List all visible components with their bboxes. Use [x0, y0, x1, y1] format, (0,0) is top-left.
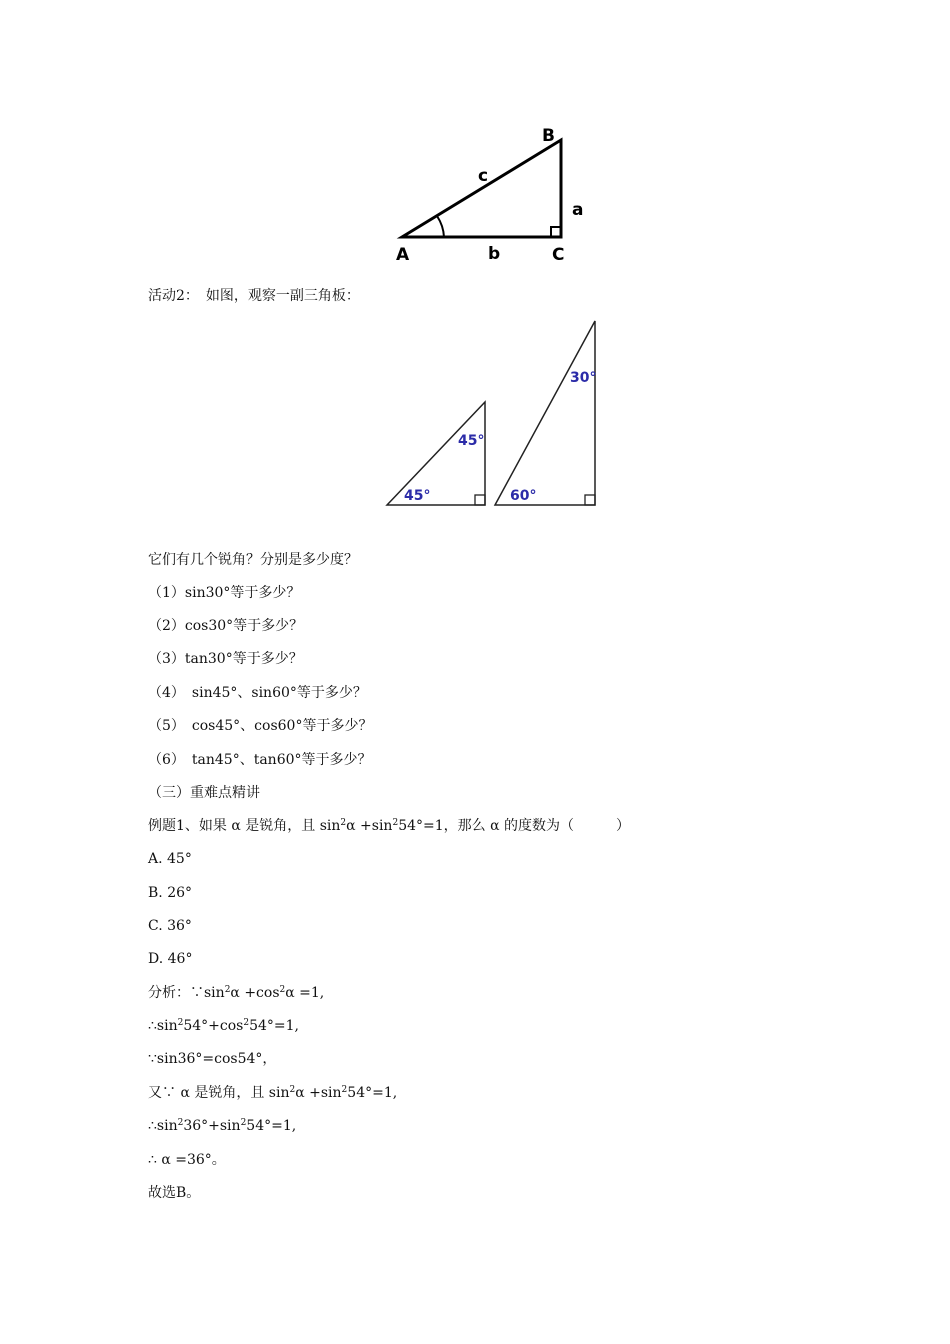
analysis-line-3: ∵sin36°=cos54°，	[148, 1051, 277, 1067]
vertex-c-label: C	[552, 245, 565, 265]
side-a-label: a	[572, 200, 584, 220]
question-2: （2）cos30°等于多少？	[148, 618, 304, 634]
right-triangle-figure	[392, 122, 592, 267]
activity-2-heading: 活动2： 如图，观察一副三角板：	[148, 288, 360, 304]
vertex-a-label: A	[396, 245, 410, 265]
answer-line: 故选B。	[148, 1185, 201, 1201]
option-c: C. 36°	[148, 918, 192, 934]
analysis-line-1: 分析：$\because\sin^2\alpha +\cos^2\alpha =1$,	[148, 985, 325, 1001]
analysis-line-2: $\therefore\sin^254^\circ+\cos^254^\circ=1$,	[148, 1018, 299, 1034]
triangle-30-60-90	[495, 321, 595, 505]
vertex-b-label: B	[542, 126, 555, 146]
right-angle-marker-30-60	[585, 495, 595, 505]
option-b: B. 26°	[148, 885, 193, 901]
set-squares-figure	[380, 315, 605, 515]
triangle-abc	[402, 140, 561, 237]
example-1-question: 例题1、如果 α 是锐角，且 $\sin^2\alpha +\sin^254^\circ=1$，那么 α 的度数为（ ）	[148, 818, 630, 834]
option-d: D. 46°	[148, 951, 193, 967]
question-4: （4） sin45°、sin60°等于多少？	[148, 685, 367, 701]
analysis-line-6: ∴ α =36°。	[148, 1152, 226, 1168]
angle-45-top-label: 45°	[458, 433, 485, 449]
acute-angle-question: 它们有几个锐角？分别是多少度？	[148, 552, 358, 568]
angle-30-label: 30°	[570, 370, 597, 386]
analysis-line-4: 又∵ α 是锐角，且 $\sin^2\alpha +\sin^254^\circ=1$,	[148, 1085, 398, 1101]
side-c-label: c	[478, 166, 489, 186]
option-a: A. 45°	[148, 851, 192, 867]
angle-60-label: 60°	[510, 488, 537, 504]
angle-a-arc	[437, 216, 444, 237]
question-6: （6） tan45°、tan60°等于多少？	[148, 752, 372, 768]
question-3: （3）tan30°等于多少？	[148, 651, 303, 667]
triangle-45-45-90	[387, 402, 485, 505]
analysis-line-5: $\therefore\sin^236^\circ+\sin^254^\circ=1$,	[148, 1118, 297, 1134]
section-title: （三）重难点精讲	[148, 785, 260, 801]
question-5: （5） cos45°、cos60°等于多少？	[148, 718, 373, 734]
side-b-label: b	[488, 244, 501, 264]
right-angle-marker-45	[475, 495, 485, 505]
angle-45-bottom-label: 45°	[404, 488, 431, 504]
question-1: （1）sin30°等于多少？	[148, 585, 301, 601]
